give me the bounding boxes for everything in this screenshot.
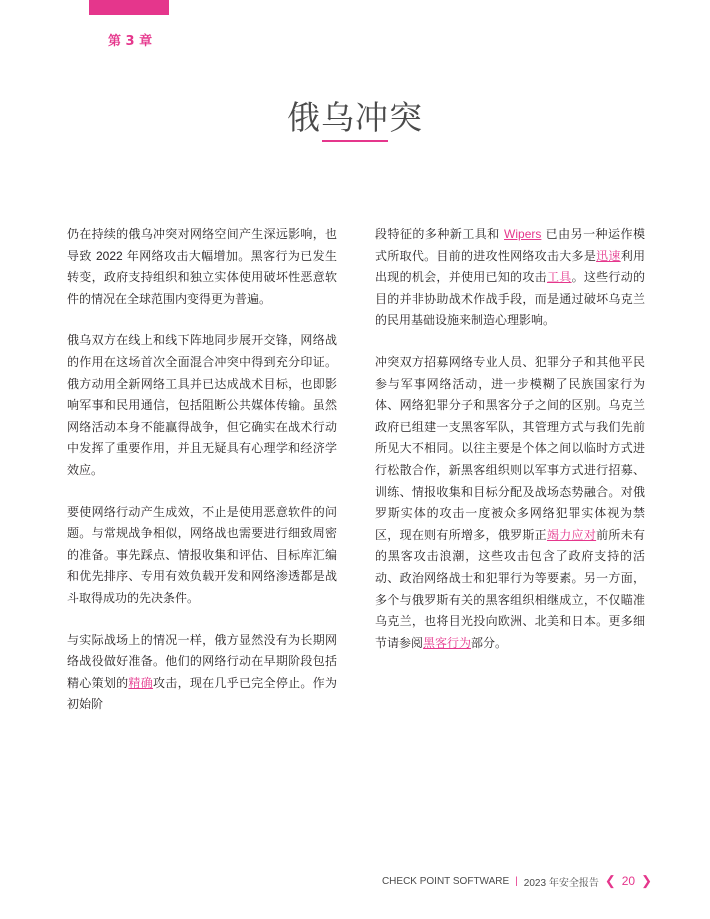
link-wipers[interactable]: Wipers [504,227,542,241]
chapter-label: 第 3 章 [108,34,153,49]
footer-separator: | [515,875,518,887]
link-struggling[interactable]: 竭力应对 [546,527,597,542]
link-precise[interactable]: 精确 [128,675,153,690]
paragraph: 要使网络行动产生成效，不止是使用恶意软件的问题。与常规战争相似，网络战也需要进行细致周密的准备。事先踩点、情报收集和评估、目标库汇编和优先排序、专用有效负载开发和网络渗透都是战斗取得成功的先决条件。 [67,504,337,605]
paragraph-text: 与实际战场上的情况一样，俄方显然没有为长期网络战役做好准备。他们的网络行动在早期阶段包括精心策划的 [67,632,337,690]
paragraph-text: 仍在持续的俄乌冲突对网络空间产生深远影响，也导致 [67,227,337,263]
paragraph-text: 利用出现的机会，并使用已知的攻击 [375,248,645,285]
top-accent-bar [89,0,169,15]
year-text: 2022 [95,248,123,263]
footer-brand: CHECK POINT SOFTWARE [381,875,510,887]
paragraph-text: 部分。 [471,635,508,650]
paragraph [67,630,337,716]
paragraph-text: 段特征的多种新工具和 [375,227,505,241]
page-footer [382,873,652,889]
paragraph-text: 前所未有的黑客攻击浪潮，这些攻击包含了政府支持的活动、政治网络战士和犯罪行为等要素。另一方面，多个与俄罗斯有关的黑客组织相继成立，不仅瞄准乌克兰，也将目光投向欧洲、北美和日本。更多细节请参阅 [375,527,645,650]
page-number: 20 [621,874,636,888]
title-underline [322,140,388,142]
link-rapid[interactable]: 迅速 [596,248,621,263]
chevron-right-icon[interactable]: ❯ [641,873,652,888]
paragraph: 俄乌双方在线上和线下阵地同步展开交锋，网络战的作用在这场首次全面混合冲突中得到充分印证。俄方动用全新网络工具并已达成战术目标，也即影响军事和民用通信，包括阻断公共媒体传输。虽然网络活动本身不能赢得战争，但它确实在战术行动中发挥了重要作用，并且无疑具有心理学和经济学效应。 [67,333,337,477]
paragraph-text: 冲突双方招募网络专业人员、犯罪分子和其他平民参与军事网络活动，进一步模糊了民族国家行为体、网络犯罪分子和黑客分子之间的区别。乌克兰政府已组建一支黑客军队，其管理方式与我们先前所见大不相同。以往主要是个体之间以临时方式进行松散合作，新黑客组织则以军事方式进行招募、训练、情报收集和目标分配及战场态势融合。对俄罗斯实体的攻击一度被众多网络犯罪实体视为禁区，现在则有所增多，俄罗斯正 [375,354,645,542]
paragraph-text: 已由另一种运作模式所取代。目前的进攻性网络攻击大多是 [375,227,645,263]
footer-report: 2023 年安全报告 [523,877,599,889]
paragraph-text: 攻击，现在几乎已完全停止。作为初始阶 [67,675,337,712]
paragraph [375,224,645,332]
paragraph [67,224,337,310]
paragraph [375,352,645,654]
page-title: 俄乌冲突 [287,98,423,137]
chevron-left-icon[interactable]: ❮ [604,873,616,888]
link-tools[interactable]: 工具 [546,270,572,285]
paragraph-text: 年网络攻击大幅增加。黑客行为已发生转变，政府支持组织和独立实体使用破坏性恶意软件的情况在全球范围内变得更为普遍。 [67,248,337,306]
link-hacktivism[interactable]: 黑客行为 [423,635,472,650]
left-column [67,224,337,736]
paragraph-text: 。这些行动的目的并非协助战术作战手段，而是通过破坏乌克兰的民用基础设施来制造心理影响。 [375,270,645,328]
right-column [375,224,645,674]
